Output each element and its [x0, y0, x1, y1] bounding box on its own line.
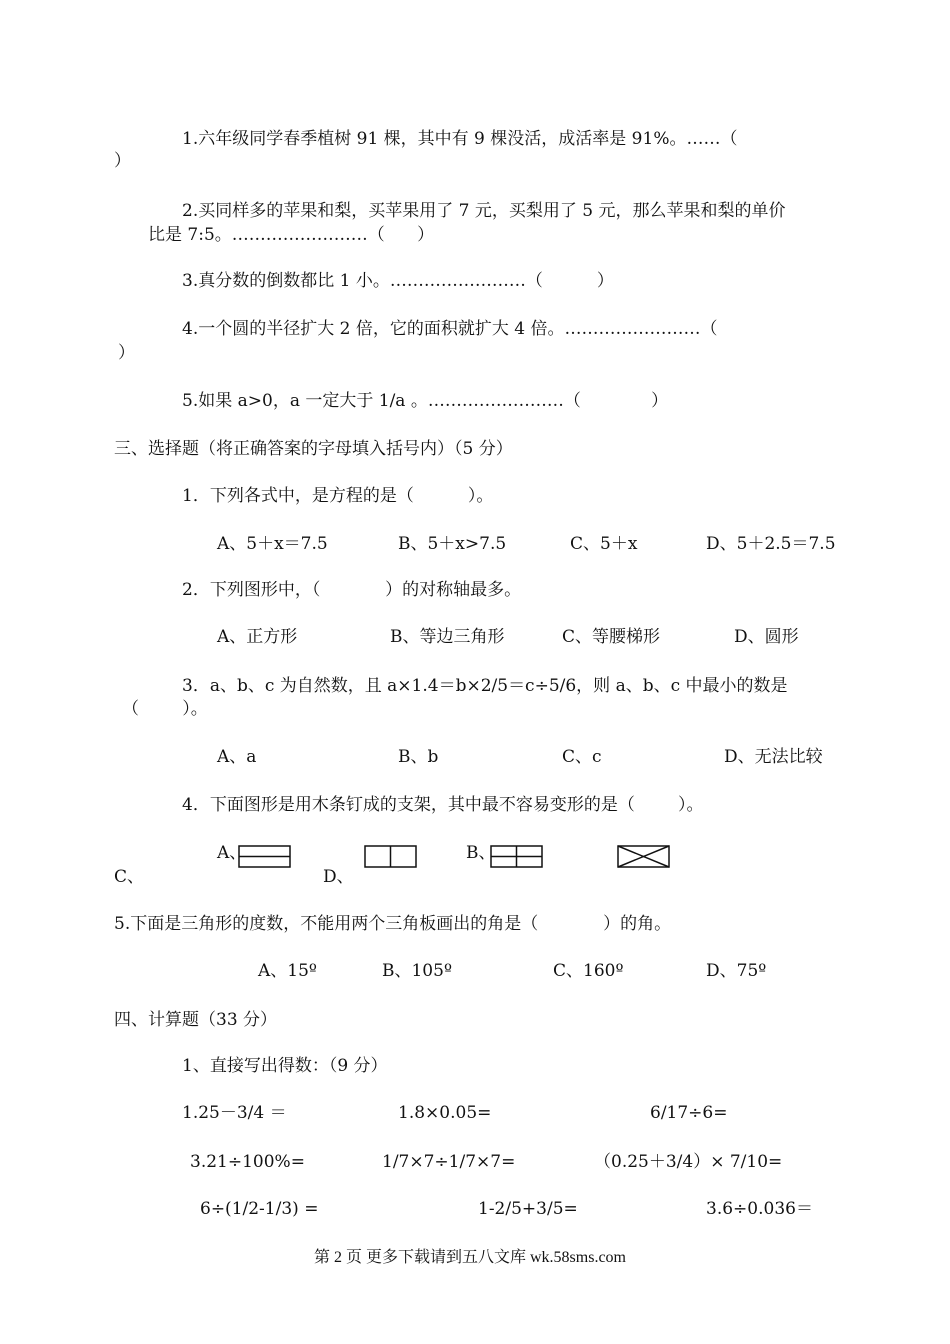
frame-b-figure: [490, 845, 544, 869]
choice-q3-option-d: D、无法比较: [724, 747, 823, 767]
choice-q2-option-c: C、等腰梯形: [562, 627, 661, 647]
page-footer: 第 2 页 更多下载请到五八文库 wk.58sms.com: [314, 1249, 627, 1266]
choice-q4-label-b: B、: [466, 843, 496, 863]
choice-q3-option-c: C、c: [562, 747, 602, 767]
choice-q4: 4．下面图形是用木条钉成的支架，其中最不容易变形的是（ ）。: [182, 795, 704, 815]
calc-item-3: 6/17÷6=: [650, 1103, 728, 1123]
judge-q5: 5.如果 a>0，a 一定大于 1/a 。……………………（ ）: [182, 391, 669, 411]
choice-q1-option-c: C、5＋x: [570, 534, 638, 554]
judge-q3: 3.真分数的倒数都比 1 小。……………………（ ）: [182, 271, 614, 291]
calc-item-6: （0.25＋3/4）× 7/10=: [594, 1152, 783, 1172]
choice-q5-option-c: C、160º: [553, 961, 624, 981]
choice-q5-option-b: B、105º: [382, 961, 452, 981]
judge-q1-line2: ）: [114, 151, 131, 171]
judge-q4-line2: ）: [118, 343, 135, 363]
frame-d-figure: [364, 845, 418, 869]
choice-q4-label-d: D、: [323, 867, 354, 887]
calc-item-5: 1/7×7÷1/7×7=: [382, 1152, 516, 1172]
calc-sub1: 1、直接写出得数：（9 分）: [182, 1056, 388, 1076]
choice-q3-line2: （ ）。: [122, 699, 208, 719]
choice-q2: 2．下列图形中，（ ）的对称轴最多。: [182, 580, 522, 600]
choice-q4-label-a: A、: [217, 843, 247, 863]
judge-q2-line2: 比是 7:5。……………………（ ）: [148, 225, 435, 245]
calc-item-7: 6÷(1/2-1/3) =: [200, 1199, 319, 1219]
choice-q3-line1: 3．a、b、c 为自然数，且 a×1.4＝b×2/5＝c÷5/6，则 a、b、c 中最小的数是: [182, 676, 788, 696]
choice-q1-option-a: A、5＋x＝7.5: [217, 534, 328, 554]
choice-q2-option-b: B、等边三角形: [390, 627, 505, 647]
calc-item-9: 3.6÷0.036＝: [706, 1199, 813, 1219]
choice-q2-option-d: D、圆形: [734, 627, 799, 647]
choice-q4-label-c: C、: [114, 867, 145, 887]
choice-q1-option-d: D、5＋2.5＝7.5: [706, 534, 836, 554]
calc-heading: 四、计算题（33 分）: [114, 1010, 278, 1030]
choice-q1-option-b: B、5＋x>7.5: [398, 534, 507, 554]
calc-item-4: 3.21÷100%=: [190, 1152, 305, 1172]
choice-q1: 1．下列各式中，是方程的是（ ）。: [182, 486, 494, 506]
choice-heading: 三、选择题（将正确答案的字母填入括号内）（5 分）: [114, 439, 513, 459]
choice-q3-option-b: B、b: [398, 747, 439, 767]
choice-q5-option-d: D、75º: [706, 961, 767, 981]
choice-q5: 5.下面是三角形的度数，不能用两个三角板画出的角是（ ）的角。: [114, 914, 672, 934]
calc-item-1: 1.25－3/4 ＝: [182, 1103, 287, 1123]
judge-q2-line1: 2.买同样多的苹果和梨，买苹果用了 7 元，买梨用了 5 元，那么苹果和梨的单价: [182, 201, 786, 221]
choice-q3-option-a: A、a: [217, 747, 257, 767]
judge-q1-line1: 1.六年级同学春季植树 91 棵，其中有 9 棵没活，成活率是 91%。……（: [182, 129, 738, 149]
frame-a-figure: [238, 845, 292, 869]
judge-q4-line1: 4.一个圆的半径扩大 2 倍，它的面积就扩大 4 倍。……………………（: [182, 319, 718, 339]
frame-c-figure: [617, 845, 671, 869]
choice-q2-option-a: A、正方形: [217, 627, 298, 647]
calc-item-2: 1.8×0.05=: [398, 1103, 492, 1123]
calc-item-8: 1-2/5+3/5=: [478, 1199, 578, 1219]
choice-q5-option-a: A、15º: [258, 961, 317, 981]
